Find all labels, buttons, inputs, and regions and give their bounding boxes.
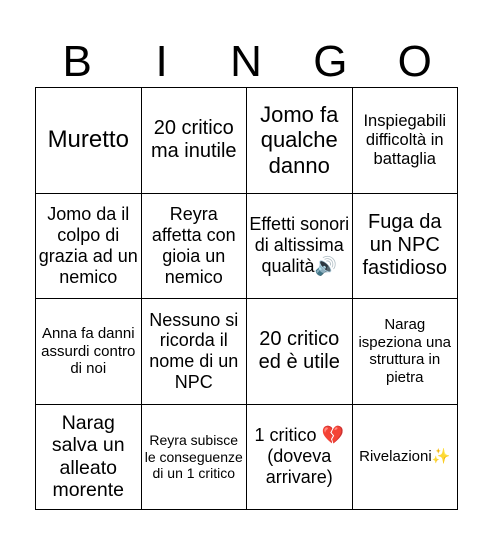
bingo-cell[interactable]: Fuga da un NPC fastidioso [352, 193, 458, 299]
bingo-cell[interactable]: Rivelazioni✨ [352, 404, 458, 510]
bingo-cell[interactable]: 20 critico ma inutile [141, 88, 247, 194]
header-letter-g: G [313, 37, 348, 86]
bingo-cell[interactable]: Muretto [36, 88, 142, 194]
header-letter-n: N [230, 37, 262, 86]
bingo-board [35, 87, 458, 510]
bingo-header [35, 38, 457, 86]
bingo-cell[interactable]: Anna fa danni assurdi contro di noi [36, 299, 142, 405]
bingo-cell[interactable]: 1 critico 💔 (doveva arrivare) [247, 404, 353, 510]
header-letter-i: I [155, 37, 168, 86]
board-row [36, 193, 458, 299]
bingo-cell[interactable]: Jomo fa qualche danno [247, 88, 353, 194]
bingo-cell[interactable]: Narag ispeziona una struttura in pietra [352, 299, 458, 405]
bingo-cell[interactable]: Reyra affetta con gioia un nemico [141, 193, 247, 299]
bingo-cell[interactable]: 20 critico ed è utile [247, 299, 353, 405]
bingo-cell[interactable]: Narag salva un alleato morente [36, 404, 142, 510]
bingo-cell[interactable]: Inspiegabili difficoltà in battaglia [352, 88, 458, 194]
board-row [36, 88, 458, 194]
board-row [36, 299, 458, 405]
board-row [36, 404, 458, 510]
bingo-cell[interactable]: Jomo da il colpo di grazia ad un nemico [36, 193, 142, 299]
bingo-cell[interactable]: Effetti sonori di altissima qualità🔊 [247, 193, 353, 299]
header-letter-b: B [62, 37, 92, 86]
bingo-cell[interactable]: Nessuno si ricorda il nome di un NPC [141, 299, 247, 405]
bingo-cell[interactable]: Reyra subisce le conseguenze di un 1 critico [141, 404, 247, 510]
header-letter-o: O [397, 37, 432, 86]
